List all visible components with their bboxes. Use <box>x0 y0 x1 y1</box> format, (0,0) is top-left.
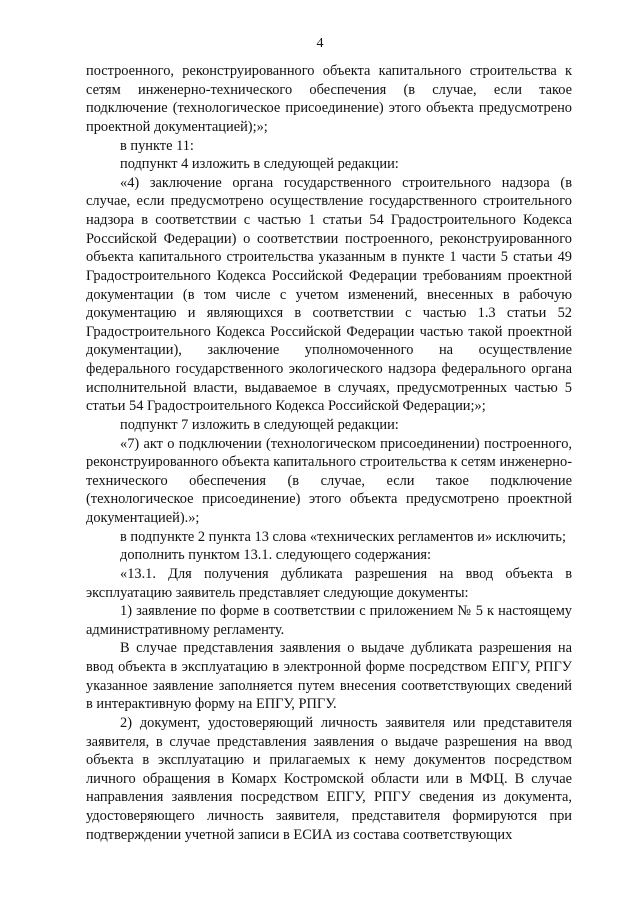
paragraph-6: «7) акт о подключении (технологическом присоединении) построенного, реконструированного объекта капитального строительства к сетям инженерно-технического обеспечения (в случае, если такое подключение (технологическое присоединение) этого объекта предусмотрено проектной документацией).»; <box>86 435 572 526</box>
paragraph-12: 2) документ, удостоверяющий личность заявителя или представителя заявителя, в случае представления заявления о выдаче разрешения на ввод объекта в эксплуатацию и прилагаемых к нему документов посредством личного обращения в Комарх Костромской области или в МФЦ. В случае направления заявления посредством ЕПГУ, РПГУ сведения из документа, удостоверяющего личность заявителя, представителя формируются при подтверждении учетной записи в ЕСИА из состава соответствующих <box>86 714 572 843</box>
paragraph-1: построенного, реконструированного объекта капитального строительства к сетям инженерно-технического обеспечения (в случае, если такое подключение (технологическое присоединение) этого объекта предусмотрено проектной документацией);»; <box>86 63 572 135</box>
paragraph-9: «13.1. Для получения дубликата разрешения на ввод объекта в эксплуатацию заявитель представляет следующие документы: <box>86 565 572 601</box>
paragraph-10: 1) заявление по форме в соответствии с приложением № 5 к настоящему административному регламенту. <box>86 603 572 638</box>
paragraph-5: подпункт 7 изложить в следующей редакции: <box>120 416 399 433</box>
document-body <box>86 62 572 844</box>
paragraph-11: В случае представления заявления о выдаче дубликата разрешения на ввод объекта в эксплуатацию в электронной форме посредством ЕПГУ, РПГУ указанное заявление заполняется путем внесения соответствующих сведений в интерактивную форму на ЕПГУ, РПГУ. <box>86 640 572 713</box>
paragraph-3: подпункт 4 изложить в следующей редакции: <box>120 156 399 173</box>
paragraph-2: в пункте 11: <box>120 137 194 154</box>
page-number: 4 <box>316 36 324 51</box>
paragraph-7: в подпункте 2 пункта 13 слова «технических регламентов и» исключить; <box>120 528 566 545</box>
paragraph-4: «4) заключение органа государственного строительного надзора (в случае, если предусмотрено осуществление государственного строительного надзора в соответствии с частью 1 статьи 54 Градостроительного Кодекса Российской Федерации) о соответствии построенного, реконструированного объекта капитального строительства указанным в пункте 1 части 5 статьи 49 Градостроительного Кодекса Российской Федерации требованиям проектной документации (в том числе с учетом изменений, внесенных в рабочую документацию и являющихся в соответствии с частью 1.3 статьи 52 Градостроительного Кодекса Российской Федерации частью такой проектной документации), заключение уполномоченного на осуществление федерального государственного экологического надзора федерального органа исполнительной власти, выдаваемое в случаях, предусмотренных частью 5 статьи 54 Градостроительного Кодекса Российской Федерации;»; <box>86 174 572 415</box>
paragraph-8: дополнить пунктом 13.1. следующего содержания: <box>120 547 432 564</box>
